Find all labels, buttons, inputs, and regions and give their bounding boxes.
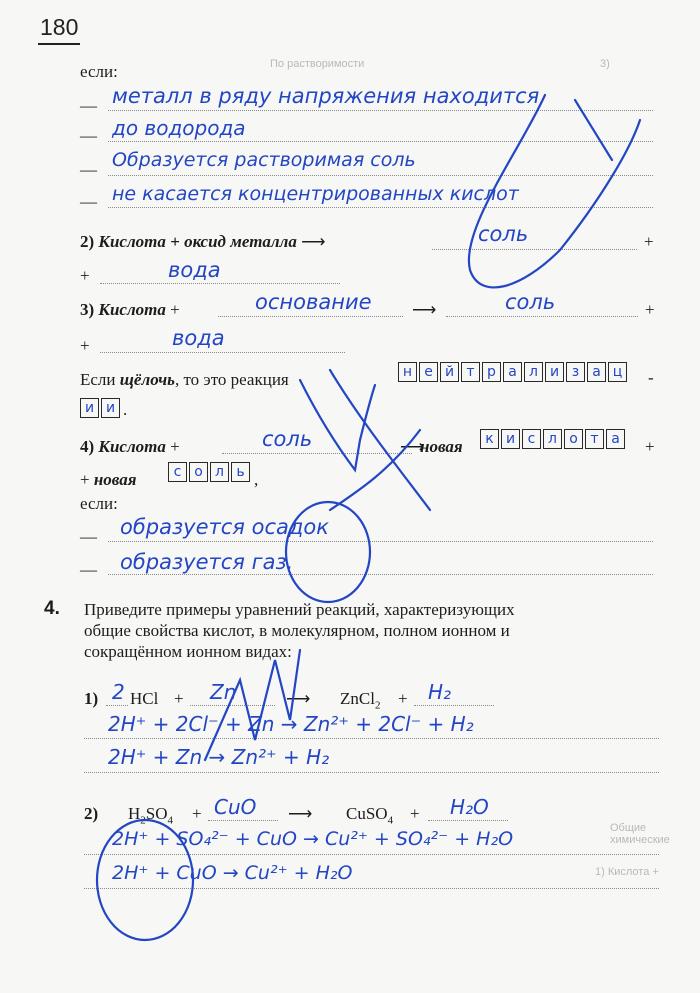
reaction-3-answer-1: основание — [255, 290, 372, 314]
alkali-letter-box-1: е — [419, 362, 438, 382]
reaction-3-plus-2: + — [645, 300, 655, 319]
acid-letter-box-2: с — [522, 429, 541, 449]
eq2-product-sub: 4 — [387, 814, 394, 827]
zigzag-scribble — [205, 650, 300, 760]
alkali-letter-box-9: а — [587, 362, 606, 382]
x-scribble-1 — [330, 370, 430, 510]
reaction-3-arrow: ⟶ — [412, 300, 437, 319]
reaction-2-arrow: ⟶ — [301, 232, 326, 251]
dash-4: — — [80, 192, 97, 211]
eq1-product-2: H₂ — [428, 680, 452, 704]
acid-letter-box-6: а — [606, 429, 625, 449]
alkali-letter-box-3: т — [461, 362, 480, 382]
dash-5: — — [80, 527, 97, 546]
acid-letter-box-1: и — [501, 429, 520, 449]
eq1-acid: HCl — [130, 689, 159, 708]
alkali-letter-box-6: л — [524, 362, 543, 382]
reaction-3-answer-2: соль — [505, 290, 556, 314]
circle-scribble — [286, 502, 370, 602]
eq1-product-base: ZnCl — [340, 689, 375, 708]
eq2-full-ionic: 2H⁺ + SO₄²⁻ + CuO → Cu²⁺ + SO₄²⁻ + H₂O — [112, 828, 514, 850]
alkali-mid: , то это реакция — [174, 370, 289, 389]
acid-letter-box-4: о — [564, 429, 583, 449]
alkali-letter-box-7: и — [545, 362, 564, 382]
reaction-4-new-acid: новая — [420, 437, 463, 456]
reaction-4-plus-end: + — [645, 437, 655, 456]
salt-letter-box-1: о — [189, 462, 208, 482]
bleed-text-2: 3) — [600, 58, 610, 70]
reaction-4-condition-2: образуется газ. — [120, 550, 294, 574]
salt-letter-box-0: с — [168, 462, 187, 482]
eq2-plus-1: + — [192, 804, 202, 823]
eq1-plus-1: + — [174, 689, 184, 708]
eq1-full-ionic: 2H⁺ + 2Cl⁻ + Zn → Zn²⁺ + 2Cl⁻ + H₂ — [108, 712, 474, 736]
eq2-acid-sub-2: 4 — [167, 814, 174, 827]
alkali-letter-box-8: з — [566, 362, 585, 382]
reaction-3-answer-3: вода — [172, 326, 225, 350]
task-4-text-3: сокращённом ионном видах: — [84, 642, 292, 661]
eq2-plus-2: + — [410, 804, 420, 823]
reaction-2-label: 2) — [80, 232, 99, 251]
acid-letter-box-3: л — [543, 429, 562, 449]
alkali-prefix: Если — [80, 370, 120, 389]
eq1-plus-2: + — [398, 689, 408, 708]
condition-answer-4: не касается концентрированных кислот — [112, 183, 519, 205]
alkali-letter-box-4: р — [482, 362, 501, 382]
bottom-circle-scribble — [97, 820, 193, 940]
alkali-letter-box-0: н — [398, 362, 417, 382]
dash-1: — — [80, 96, 97, 115]
reaction-3-plus-lead: + — [80, 336, 90, 355]
bleed-text-4: 1) Кислота + — [595, 866, 659, 878]
eq2-acid-h: H — [128, 804, 141, 823]
alkali-letter-box-row2-0: и — [80, 398, 99, 418]
eq2-label: 2) — [84, 804, 99, 823]
alkali-period: . — [123, 400, 128, 419]
reaction-4-arrow: ⟶ — [400, 437, 425, 456]
alkali-letter-box-10: ц — [608, 362, 627, 382]
reaction-4-plus: + — [165, 437, 180, 456]
reaction-2-oxide: + оксид металла — [165, 232, 302, 251]
v-scribble — [300, 380, 375, 470]
intro-label: если: — [80, 62, 118, 81]
reaction-3-acid: Кислота — [98, 300, 166, 319]
eq1-short-ionic: 2H⁺ + Zn → Zn²⁺ + H₂ — [108, 745, 330, 769]
condition-answer-3: Образуется растворимая соль — [112, 149, 416, 171]
reaction-4-comma: , — [254, 470, 259, 489]
eq1-arrow: ⟶ — [286, 689, 311, 708]
reaction-4-plus-lead: + — [80, 470, 94, 489]
eq2-product-base: CuSO — [346, 804, 388, 823]
acid-letter-box-5: т — [585, 429, 604, 449]
dash-2: — — [80, 126, 97, 145]
check-mark-scribble — [575, 100, 612, 160]
reaction-4-label: 4) — [80, 437, 99, 456]
acid-letter-box-0: к — [480, 429, 499, 449]
alkali-letter-box-2: й — [440, 362, 459, 382]
alkali-word: щёлочь — [119, 370, 175, 389]
eq1-reagent: Zn — [210, 680, 237, 704]
reaction-4-answer-1: соль — [262, 427, 313, 451]
reaction-4-new-salt: новая — [93, 470, 137, 489]
eq2-acid-so: SO — [145, 804, 168, 823]
task-4-text-2: общие свойства кислот, в молекулярном, полном ионном и — [84, 621, 510, 640]
eq2-reagent: CuO — [214, 795, 257, 819]
salt-letter-box-2: л — [210, 462, 229, 482]
reaction-2-plus: + — [644, 232, 654, 251]
bleed-text-1: По растворимости — [270, 58, 365, 70]
reaction-2-acid: Кислота — [98, 232, 166, 251]
page-number: 180 — [40, 14, 79, 40]
task-4-number: 4. — [44, 598, 60, 619]
eq2-arrow: ⟶ — [288, 804, 313, 823]
eq2-acid-sub: 2 — [140, 814, 146, 827]
eq2-short-ionic: 2H⁺ + CuO → Cu²⁺ + H₂O — [112, 862, 353, 884]
big-curve-scribble — [469, 95, 640, 287]
reaction-3-label: 3) — [80, 300, 99, 319]
reaction-2-plus-lead: + — [80, 266, 90, 285]
reaction-3-plus: + — [165, 300, 180, 319]
eq1-label: 1) — [84, 689, 99, 708]
reaction-4-condition-1: образуется осадок — [120, 515, 329, 539]
reaction-2-answer-1: соль — [478, 222, 529, 246]
eq1-coefficient: 2 — [112, 680, 125, 704]
task-4-text-1: Приведите примеры уравнений реакций, характеризующих — [84, 600, 515, 619]
eq1-product-sub: 2 — [374, 699, 381, 712]
salt-letter-box-3: ь — [231, 462, 250, 482]
condition-answer-2: до водорода — [112, 116, 246, 140]
alkali-hyphen: - — [648, 368, 654, 387]
reaction-2-answer-2: вода — [168, 258, 221, 282]
condition-answer-1: металл в ряду напряжения находится — [112, 84, 540, 108]
eq2-product-2: H₂O — [450, 795, 489, 819]
bleed-text-3: Общие химические — [610, 822, 670, 846]
x-scribble-2 — [330, 430, 420, 510]
reaction-4-acid: Кислота — [98, 437, 166, 456]
alkali-letter-box-5: а — [503, 362, 522, 382]
reaction-4-if: если: — [80, 494, 118, 513]
dash-3: — — [80, 160, 97, 179]
dash-6: — — [80, 560, 97, 579]
alkali-letter-box-row2-1: и — [101, 398, 120, 418]
